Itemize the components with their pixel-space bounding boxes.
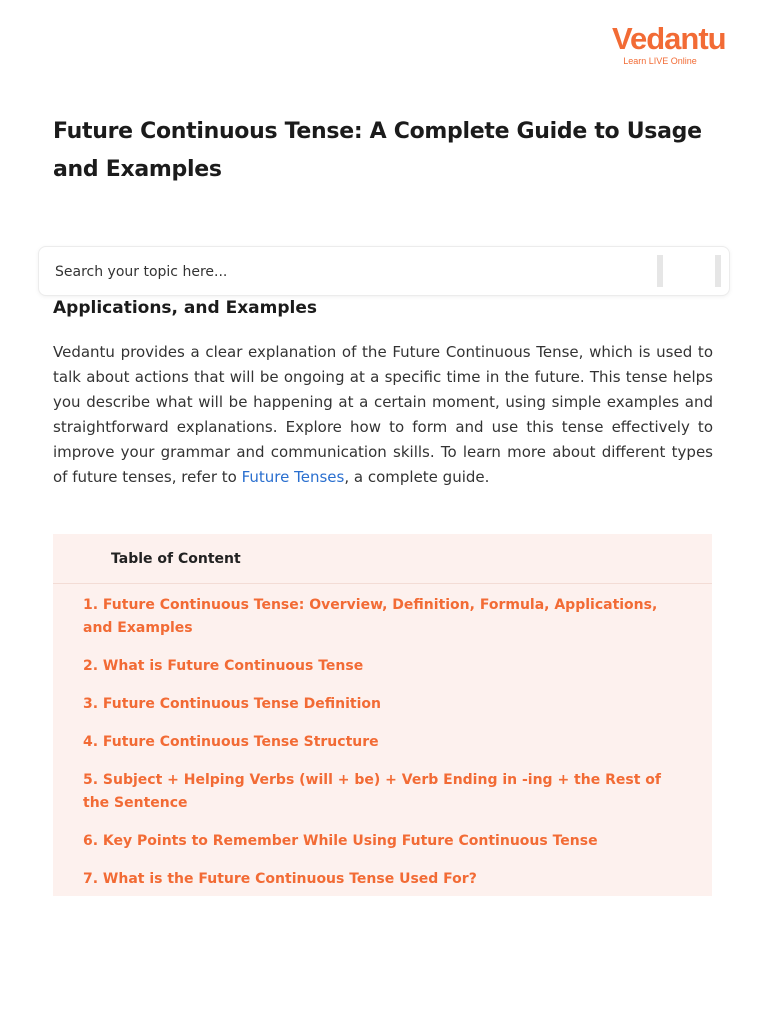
- logo-tagline: Learn LIVE Online: [623, 56, 697, 66]
- intro-text: Vedantu provides a clear explanation of the Future Continuous Tense, which is used to talk about actions that will be ongoing at a specific time in the future. This tense helps you describe what will be happening at a certain moment, using simple examples and straightforward explanations. Explore how to form and use this tense effectively to improve your grammar and communication skills. To learn more about different types of future tenses, refer to: [53, 343, 713, 486]
- future-tenses-link[interactable]: Future Tenses: [241, 468, 345, 486]
- toc-list: [53, 584, 712, 891]
- toc-item-6[interactable]: 6. Key Points to Remember While Using Future Continuous Tense: [83, 833, 598, 849]
- vedantu-logo[interactable]: [612, 21, 726, 66]
- toc-heading: Table of Content: [53, 534, 712, 584]
- search-button[interactable]: [657, 255, 721, 287]
- intro-paragraph: [53, 340, 713, 490]
- section-subheading: Applications, and Examples: [53, 298, 317, 318]
- toc-item-2[interactable]: 2. What is Future Continuous Tense: [83, 658, 364, 674]
- search-input[interactable]: [53, 259, 617, 285]
- intro-tail: , a complete guide.: [344, 468, 490, 486]
- toc-item-7[interactable]: 7. What is the Future Continuous Tense Used For?: [83, 871, 477, 887]
- toc-item-5[interactable]: 5. Subject + Helping Verbs (will + be) + Verb Ending in -ing + the Rest of the Sentence: [83, 772, 661, 811]
- search-bar: [38, 246, 730, 296]
- page-title: Future Continuous Tense: A Complete Guide to Usage and Examples: [53, 119, 702, 182]
- logo-wordmark: Vedantu: [612, 21, 726, 56]
- toc-item-1[interactable]: 1. Future Continuous Tense: Overview, Definition, Formula, Applications, and Examples: [83, 597, 658, 636]
- toc-item-3[interactable]: 3. Future Continuous Tense Definition: [83, 696, 381, 712]
- table-of-content: [53, 534, 712, 896]
- toc-item-4[interactable]: 4. Future Continuous Tense Structure: [83, 734, 379, 750]
